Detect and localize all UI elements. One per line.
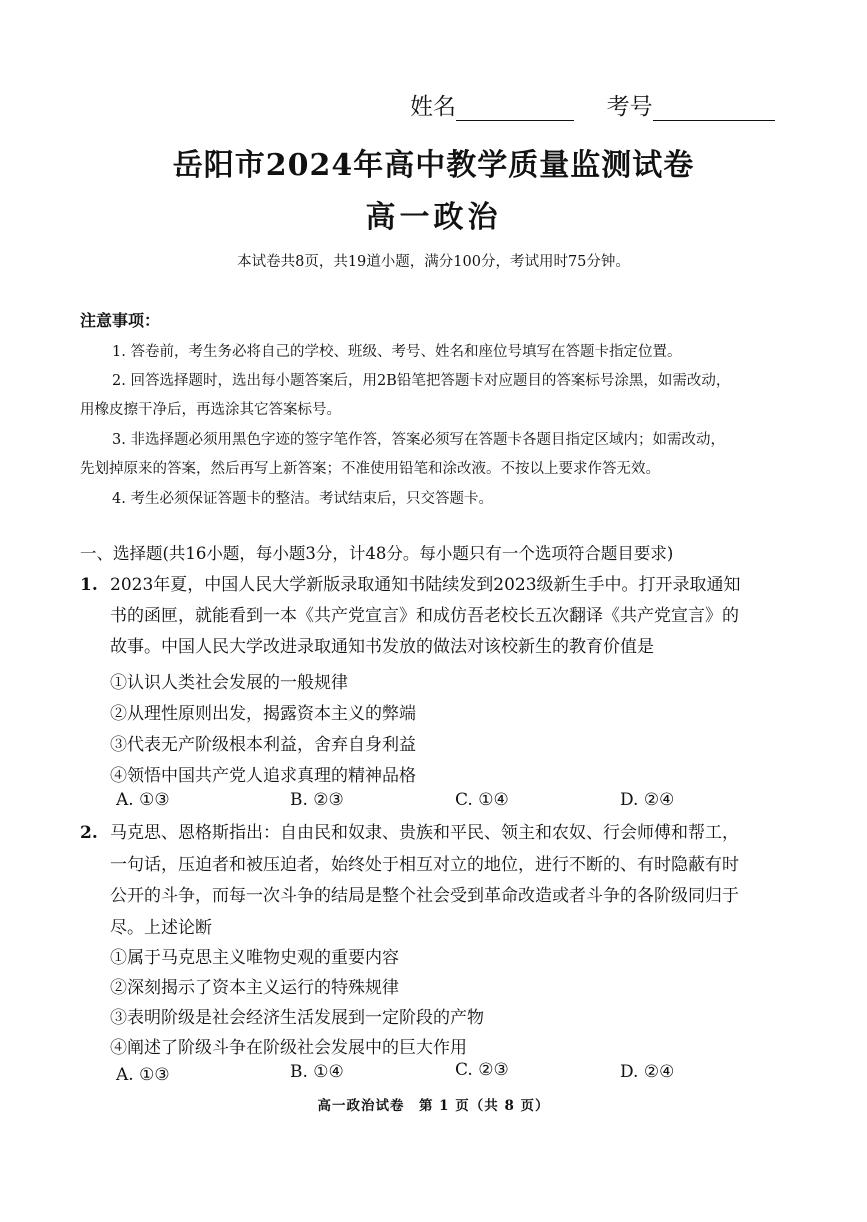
choice-b: B. ②③ xyxy=(290,790,344,810)
number-blank xyxy=(653,96,775,121)
choice-b: B. ①④ xyxy=(290,1062,344,1082)
question-text-line: 一句话，压迫者和被压迫者，始终处于相互对立的地位，进行不断的、有时隐蔽有时 xyxy=(110,855,739,875)
name-blank xyxy=(456,96,574,121)
choice-a: A. ①③ xyxy=(116,790,170,810)
statement-option: ②深刻揭示了资本主义运行的特殊规律 xyxy=(110,978,399,998)
note-line: 用橡皮擦干净后，再选涂其它答案标号。 xyxy=(80,402,341,418)
question-text-line: 马克思、恩格斯指出：自由民和奴隶、贵族和平民、领主和农奴、行会师傅和帮工， xyxy=(110,823,739,843)
statement-option: ①属于马克思主义唯物史观的重要内容 xyxy=(110,948,399,968)
choice-d: D. ②④ xyxy=(620,790,675,810)
statement-option: ③代表无产阶级根本利益，舍弃自身利益 xyxy=(110,735,416,755)
choice-d: D. ②④ xyxy=(620,1062,675,1082)
statement-option: ②从理性原则出发，揭露资本主义的弊端 xyxy=(110,704,416,724)
choice-c: C. ②③ xyxy=(455,1060,509,1080)
note-line: 3. 非选择题必须用黑色字迹的签字笔作答，答案必须写在答题卡各题目指定区域内；如需改动， xyxy=(112,432,725,448)
statement-option: ①认识人类社会发展的一般规律 xyxy=(110,673,348,693)
question-text-line: 故事。中国人民大学改进录取通知书发放的做法对该校新生的教育价值是 xyxy=(110,637,654,657)
question-number: 1. xyxy=(80,575,98,595)
choice-a: A. ①③ xyxy=(116,1065,170,1085)
question-text-line: 尽。上述论断 xyxy=(110,918,212,938)
question-number: 2. xyxy=(80,823,98,843)
page-footer: 高一政治试卷 第 1 页（共 8 页） xyxy=(317,1098,550,1114)
statement-option: ④领悟中国共产党人追求真理的精神品格 xyxy=(110,766,416,786)
exam-info: 本试卷共8页，共19道小题，满分100分，考试用时75分钟。 xyxy=(237,254,630,270)
question-text-line: 2023年夏，中国人民大学新版录取通知书陆续发到2023级新生手中。打开录取通知 xyxy=(110,575,741,595)
section-heading: 一、选择题(共16小题，每小题3分，计48分。每小题只有一个选项符合题目要求) xyxy=(80,544,674,563)
note-line: 4. 考生必须保证答题卡的整洁。考试结束后，只交答题卡。 xyxy=(112,491,493,507)
note-line: 先划掉原来的答案，然后再写上新答案；不准使用铅笔和涂改液。不按以上要求作答无效。 xyxy=(80,461,660,477)
candidate-info-line xyxy=(410,88,775,121)
note-line: 2. 回答选择题时，选出每小题答案后，用2B铅笔把答题卡对应题目的答案标号涂黑，如需改动， xyxy=(112,373,731,389)
question-text-line: 公开的斗争，而每一次斗争的结局是整个社会受到革命改造或者斗争的各阶级同归于 xyxy=(110,886,739,906)
choice-c: C. ①④ xyxy=(455,790,509,810)
number-label: 考号 xyxy=(606,94,653,120)
statement-option: ④阐述了阶级斗争在阶级社会发展中的巨大作用 xyxy=(110,1038,467,1058)
name-label: 姓名 xyxy=(410,94,456,120)
statement-option: ③表明阶级是社会经济生活发展到一定阶段的产物 xyxy=(110,1008,484,1028)
subject-title: 高一政治 xyxy=(365,200,502,235)
question-text-line: 书的函匣，就能看到一本《共产党宣言》和成仿吾老校长五次翻译《共产党宣言》的 xyxy=(110,606,739,626)
note-line: 1. 答卷前，考生务必将自己的学校、班级、考号、姓名和座位号填写在答题卡指定位置。 xyxy=(112,344,682,360)
notes-heading: 注意事项： xyxy=(80,311,161,330)
exam-title: 岳阳市2024年高中教学质量监测试卷 xyxy=(172,148,695,183)
